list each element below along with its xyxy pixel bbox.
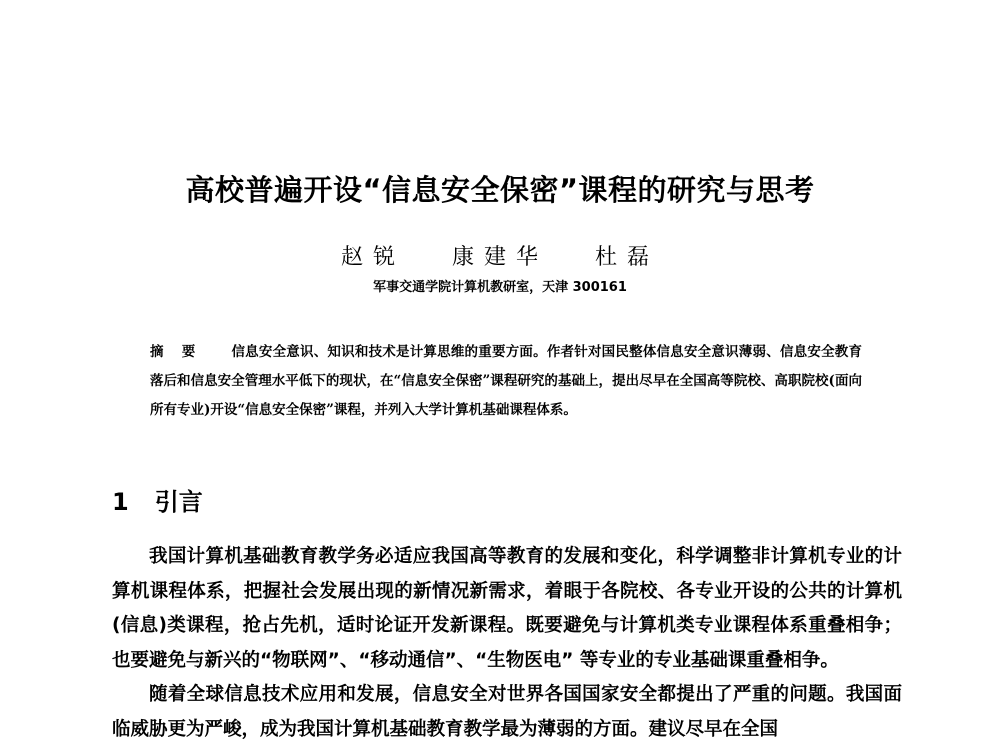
- author-list: [0, 240, 1000, 271]
- abstract-label: 摘要: [150, 344, 214, 360]
- paper-title: 高校普遍开设“信息安全保密”课程的研究与思考: [185, 173, 815, 207]
- author-name: 康建华: [451, 245, 548, 270]
- section-heading: [112, 482, 203, 517]
- author-name: 赵锐: [340, 245, 405, 270]
- abstract: [150, 338, 862, 425]
- author-name: 杜磊: [595, 245, 660, 270]
- body-paragraph: 随着全球信息技术应用和发展，信息安全对世界各国国家安全都提出了严重的问题。我国面临威胁更为严峻，成为我国计算机基础教育教学最为薄弱的方面。建议尽早在全国: [112, 684, 902, 740]
- author-affiliation: 军事交通学院计算机教研室，天津 300161: [373, 280, 627, 295]
- body-paragraph: 我国计算机基础教育教学务必适应我国高等教育的发展和变化，科学调整非计算机专业的计算机课程体系，把握社会发展出现的新情况新需求，着眼于各院校、各专业开设的公共的计算机(信息)类课程，抢占先机，适时论证开发新课程。既要避免与计算机类专业课程体系重叠相争；也要避免与新兴的“物联网”、“移动通信”、“生物医电” 等专业的专业基础课重叠相争。: [112, 546, 902, 671]
- section-body: [112, 540, 902, 747]
- abstract-text: 信息安全意识、知识和技术是计算思维的重要方面。作者针对国民整体信息安全意识薄弱、信息安全教育落后和信息安全管理水平低下的现状，在“信息安全保密”课程研究的基础上，提出尽早在全国高等院校、高职院校(面向所有专业)开设“信息安全保密”课程，并列入大学计算机基础课程体系。: [150, 344, 863, 418]
- section-title: 引言: [154, 488, 203, 516]
- section-number: 1: [112, 488, 129, 516]
